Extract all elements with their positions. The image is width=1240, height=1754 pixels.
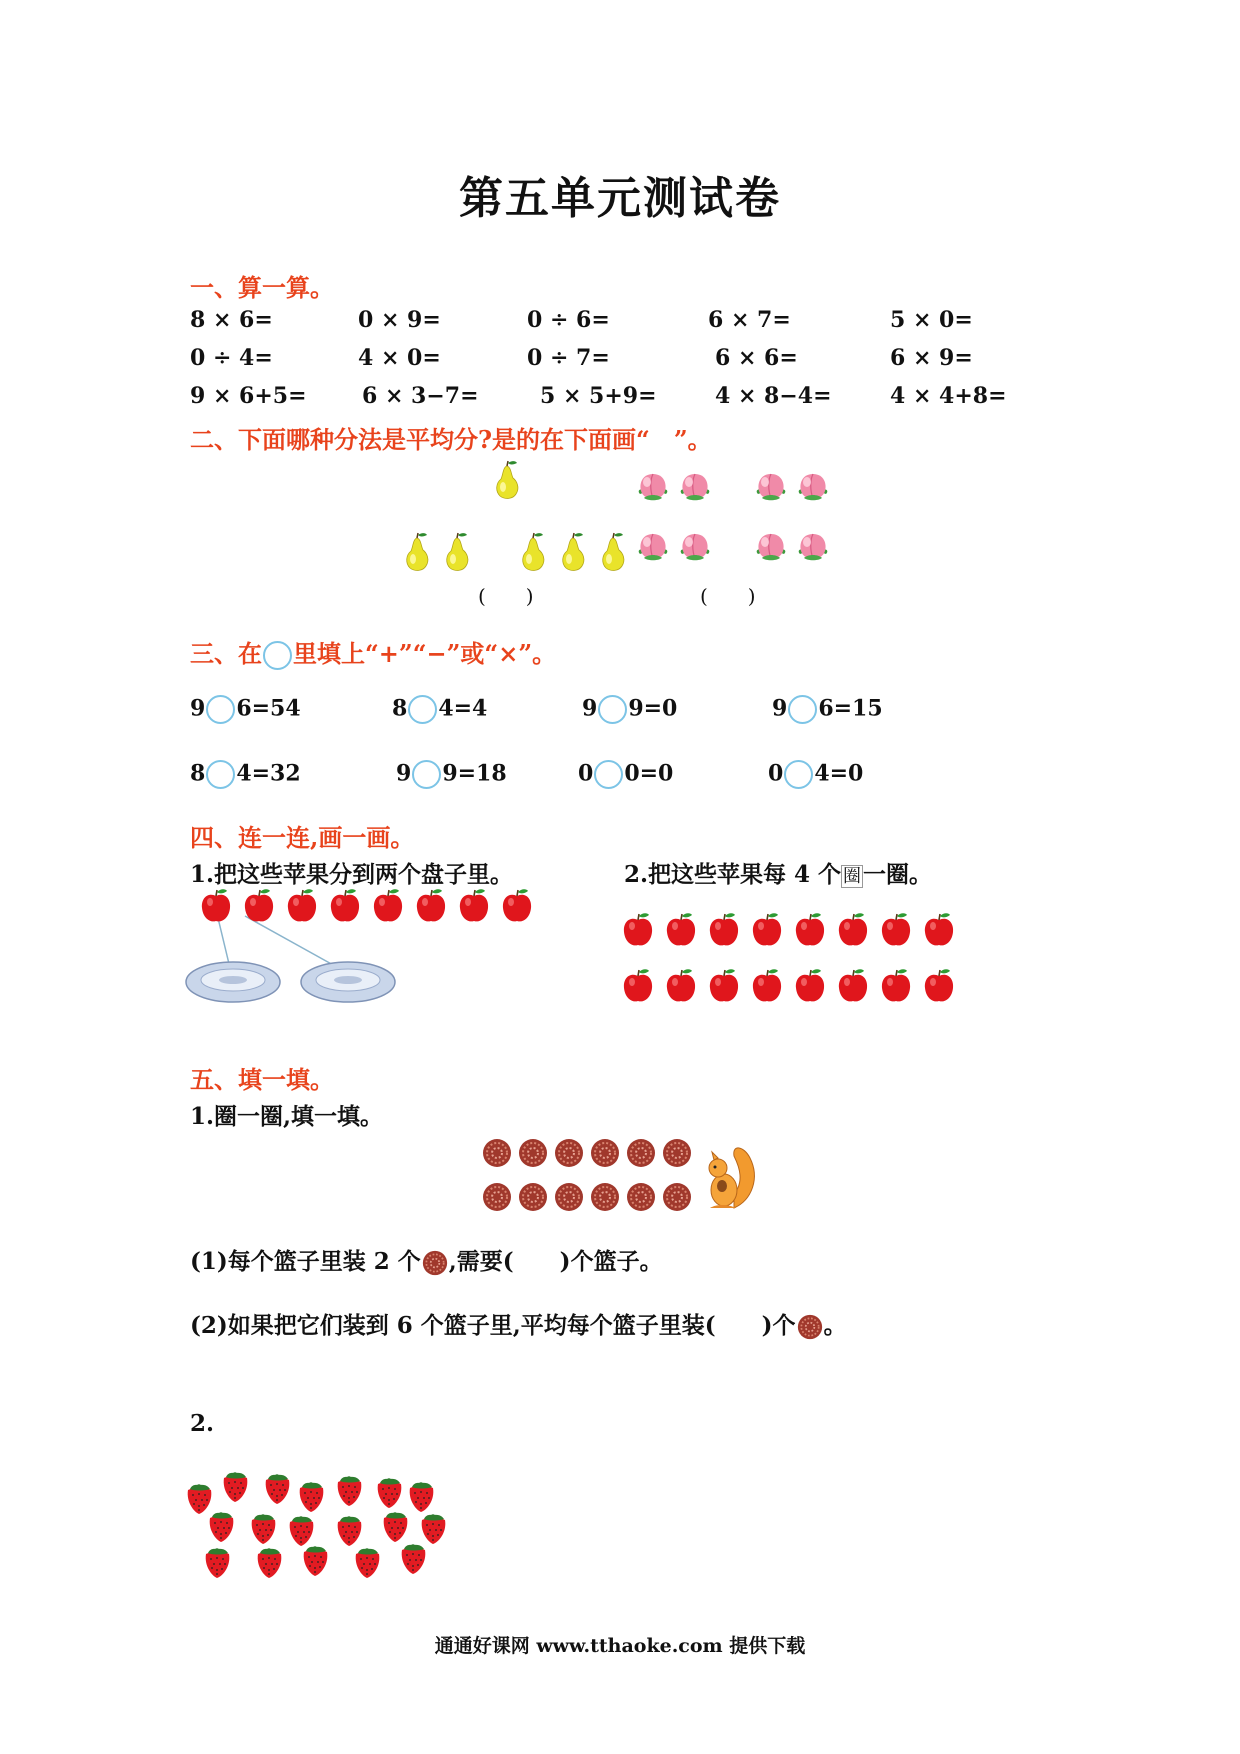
apples-and-plates xyxy=(185,888,545,1018)
equation: 6 × 9= xyxy=(890,345,973,371)
question-4-1: 1.把这些苹果分到两个盘子里。 xyxy=(190,861,514,888)
equation: 5 × 5+9= xyxy=(540,383,657,409)
operator-blank[interactable] xyxy=(206,695,235,724)
peach-group xyxy=(636,470,846,570)
operator-blank[interactable] xyxy=(788,695,817,724)
strawberry-cluster xyxy=(185,1462,465,1582)
page-title: 第五单元测试卷 xyxy=(459,173,781,224)
equation: 4 × 4+8= xyxy=(890,383,1007,409)
operator-blank[interactable] xyxy=(412,760,441,789)
pear-group xyxy=(400,455,650,585)
chestnut-icon xyxy=(796,1314,824,1340)
footer-credit: 通通好课网 www.tthaoke.com 提供下载 xyxy=(434,1635,806,1657)
equation: 6 × 6= xyxy=(715,345,798,371)
plate-icon xyxy=(186,962,280,1002)
plate-icon xyxy=(301,962,395,1002)
equation: 9 × 6+5= xyxy=(190,383,307,409)
section-1-heading: 一、算一算。 xyxy=(190,273,334,302)
equation: 0 ÷ 4= xyxy=(190,345,273,371)
heading-post: 里填上“+”“−”或“×”。 xyxy=(293,639,557,668)
section-2-heading: 二、下面哪种分法是平均分?是的在下面画“ ”。 xyxy=(190,425,712,454)
fill-equation: 0 0=0 xyxy=(578,760,673,789)
question-5-2: 2. xyxy=(190,1410,215,1437)
heading-pre: 三、在 xyxy=(190,639,262,668)
section-4-heading: 四、连一连,画一画。 xyxy=(190,823,415,852)
question-5-1-2: (2)如果把它们装到 6 个篮子里,平均每个篮子里装( )个 。 xyxy=(190,1312,847,1339)
circle-glyph-icon: 圈 xyxy=(843,866,862,887)
operator-blank[interactable] xyxy=(594,760,623,789)
question-4-2: 2.把这些苹果每 4 个 圈一圈。 xyxy=(624,861,933,888)
operator-blank[interactable] xyxy=(408,695,437,724)
operator-blank[interactable] xyxy=(598,695,627,724)
answer-paren-right[interactable]: ( ) xyxy=(700,584,756,608)
circle-icon xyxy=(263,641,292,670)
equation: 4 × 8−4= xyxy=(715,383,832,409)
answer-paren-left[interactable]: ( ) xyxy=(478,584,534,608)
equation: 5 × 0= xyxy=(890,307,973,333)
squirrel-icon xyxy=(709,1148,754,1208)
fill-equation: 9 9=0 xyxy=(582,695,677,724)
apple-grid xyxy=(622,912,962,1012)
fill-equation: 8 4=4 xyxy=(392,695,487,724)
equation: 4 × 0= xyxy=(358,345,441,371)
equation: 0 ÷ 7= xyxy=(527,345,610,371)
equation: 6 × 7= xyxy=(708,307,791,333)
fill-equation: 0 4=0 xyxy=(768,760,863,789)
question-5-1-1: (1)每个篮子里装 2 个 ,需要( )个篮子。 xyxy=(190,1248,663,1275)
chestnut-grid xyxy=(482,1138,762,1218)
equation: 0 × 9= xyxy=(358,307,441,333)
fill-equation: 9 9=18 xyxy=(396,760,507,789)
question-5-1: 1.圈一圈,填一填。 xyxy=(190,1103,384,1130)
section-5-heading: 五、填一填。 xyxy=(190,1065,334,1094)
section-3-heading xyxy=(190,634,556,670)
equation: 0 ÷ 6= xyxy=(527,307,610,333)
fill-equation: 9 6=15 xyxy=(772,695,883,724)
operator-blank[interactable] xyxy=(206,760,235,789)
chestnut-icon xyxy=(421,1250,449,1276)
fill-equation: 8 4=32 xyxy=(190,760,301,789)
equation: 6 × 3−7= xyxy=(362,383,479,409)
equation: 8 × 6= xyxy=(190,307,273,333)
fill-equation: 9 6=54 xyxy=(190,695,301,724)
operator-blank[interactable] xyxy=(784,760,813,789)
